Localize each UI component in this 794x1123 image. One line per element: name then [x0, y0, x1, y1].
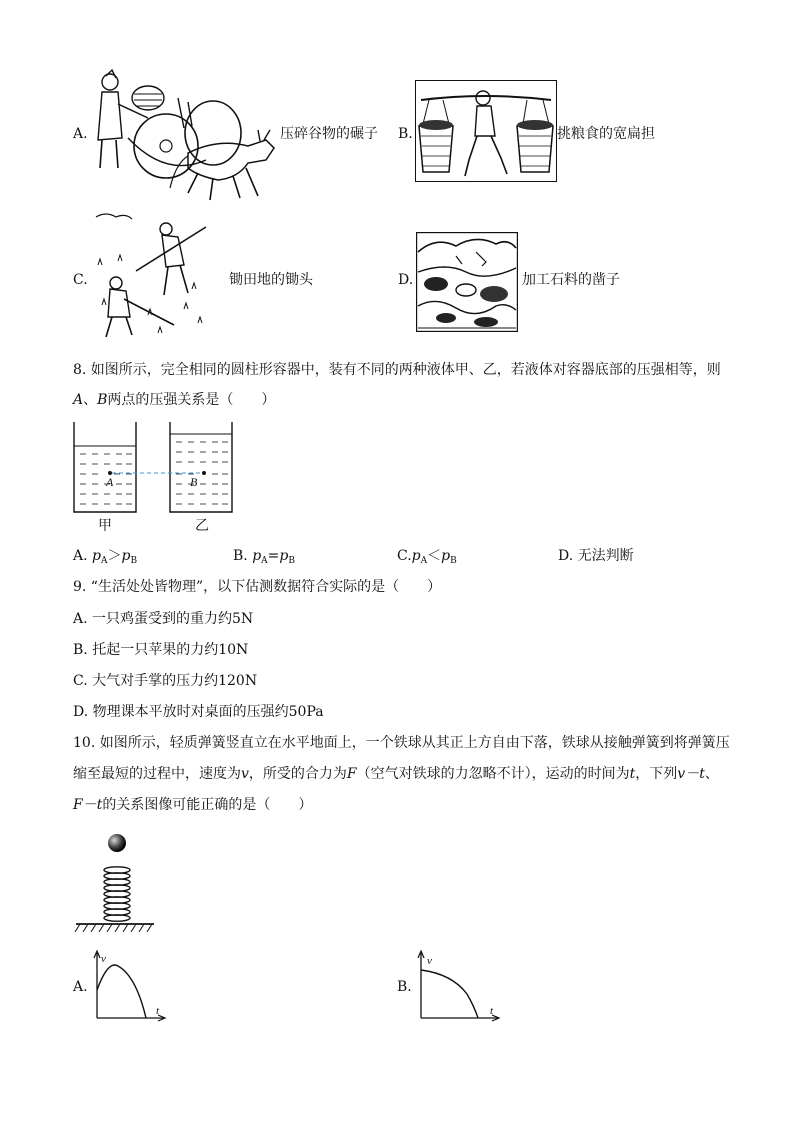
- q8-stem-point-b: B: [97, 392, 108, 408]
- graph-a-ylabel: v: [101, 953, 106, 965]
- q8-option-b: B. $p_A=p_B$: [233, 548, 295, 566]
- hoe-farmers-illustration: [88, 205, 218, 345]
- point-a-label: A: [106, 475, 114, 489]
- point-b-label: B: [190, 475, 198, 489]
- stone-chisel-illustration: [416, 232, 518, 332]
- q7-option-b-caption: 挑粮食的宽扁担: [557, 126, 655, 142]
- q10-stem-line3: F－t的关系图像可能正确的是（ ）: [73, 797, 313, 813]
- ball-spring-figure: [74, 830, 166, 940]
- q8-stem-sep: 、: [83, 392, 98, 408]
- two-containers-figure: [70, 420, 242, 520]
- graph-a-curve: [97, 965, 146, 1018]
- millstone-ox-illustration: [88, 68, 278, 203]
- q7-option-b-letter: B.: [398, 126, 413, 142]
- q9-option-a: A. 一只鸡蛋受到的重力约5N: [73, 611, 254, 627]
- q8-stem-line1: 8. 如图所示，完全相同的圆柱形容器中，装有不同的两种液体甲、乙，若液体对容器底部的压强相等，则: [73, 362, 721, 378]
- q8-option-c: $C.p_A<p_B$: [397, 548, 457, 566]
- q10-graph-b-letter: B.: [397, 979, 412, 995]
- graph-a-xlabel: t: [156, 1005, 160, 1017]
- q7-option-d-letter: D.: [398, 272, 414, 288]
- graph-b-ylabel: v: [427, 955, 432, 967]
- q8-stem-line2: [73, 391, 275, 409]
- q8-stem-rest: 两点的压强关系是（ ）: [107, 392, 276, 408]
- q8-option-a: A. $p_A>p_B$: [73, 548, 138, 566]
- q7-option-c-letter: C.: [73, 272, 88, 288]
- q7-option-a-caption: 压碎谷物的碾子: [280, 126, 378, 142]
- q7-option-a-letter: A.: [73, 126, 88, 142]
- q7-option-d-caption: 加工石料的凿子: [522, 272, 620, 288]
- carrying-pole-illustration: [415, 80, 557, 182]
- q10-stem-line1: 10. 如图所示，轻质弹簧竖直立在水平地面上，一个铁球从其正上方自由下落，铁球从接触弹簧到将弹簧压: [73, 735, 730, 751]
- q8-option-d: D. 无法判断: [558, 548, 634, 564]
- ground: [75, 924, 154, 932]
- q9-option-d: D. 物理课本平放时对桌面的压强约50Pa: [73, 704, 324, 720]
- container-label-yi: 乙: [195, 518, 209, 534]
- q9-stem: 9. “生活处处皆物理”，以下估测数据符合实际的是（ ）: [73, 579, 442, 595]
- q7-option-c-caption: 锄田地的锄头: [229, 272, 313, 288]
- q10-graph-a: [88, 948, 168, 1028]
- container-label-jia: 甲: [98, 518, 112, 534]
- q10-stem-line2: 缩至最短的过程中，速度为v，所受的合力为F（空气对铁球的力忽略不计），运动的时间为t，下列v－t、: [73, 766, 719, 782]
- q10-graph-b: [412, 948, 502, 1028]
- q9-option-c: C. 大气对手掌的压力约120N: [73, 673, 258, 689]
- iron-ball: [108, 834, 126, 852]
- spring: [104, 867, 130, 921]
- q10-graph-a-letter: A.: [73, 979, 88, 995]
- q8-stem-point-a: A: [73, 392, 84, 408]
- q9-option-b: B. 托起一只苹果的力约10N: [73, 642, 249, 658]
- graph-b-xlabel: t: [490, 1005, 494, 1017]
- graph-b-curve: [421, 970, 478, 1018]
